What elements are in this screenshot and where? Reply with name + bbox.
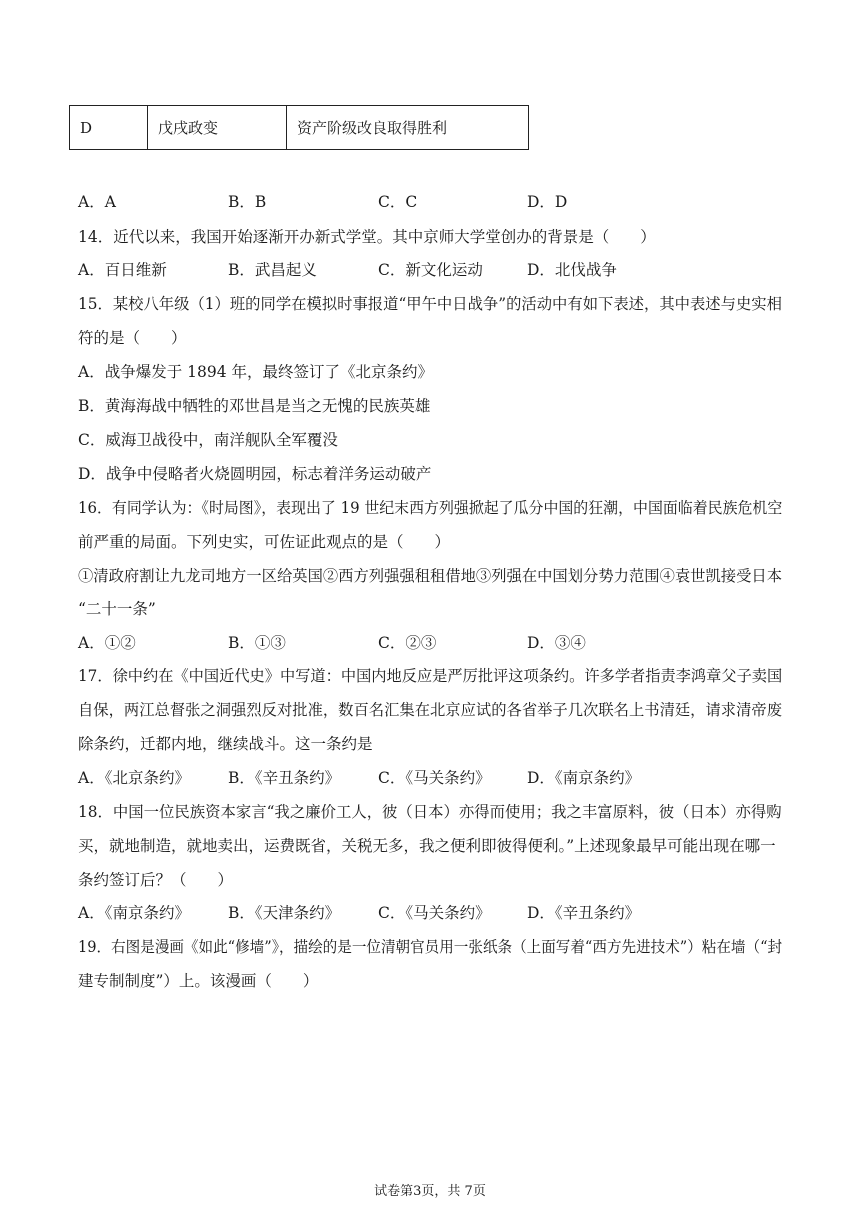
q18-option-b[interactable]: B．《天津条约》 bbox=[228, 904, 341, 922]
q17-stem-line: 除条约，迁都内地，继续战斗。这一条约是 bbox=[78, 735, 373, 753]
q17-option-c[interactable]: C．《马关条约》 bbox=[378, 769, 491, 787]
q16-option-b[interactable]: B．①③ bbox=[228, 634, 286, 652]
q18-stem-line: 18．中国一位民族资本家言“我之廉价工人，彼（日本）亦得而使用；我之丰富原料，彼（日本）亦得购 bbox=[78, 803, 782, 821]
q17-option-a[interactable]: A．《北京条约》 bbox=[78, 769, 190, 787]
q16-stem-line: 前严重的局面。下列史实，可佐证此观点的是（ ） bbox=[78, 533, 451, 551]
page-footer: 试卷第3页，共 7页 bbox=[374, 1184, 486, 1199]
q13-option-a[interactable]: A．A bbox=[78, 193, 116, 211]
q18-option-c[interactable]: C．《马关条约》 bbox=[378, 904, 491, 922]
q17-stem-line: 自保，两江总督张之洞强烈反对批准，数百名汇集在北京应试的各省举子几次联名上书清廷，请求清帝废 bbox=[78, 701, 783, 719]
q19-stem-line: 建专制制度”）上。该漫画（ ） bbox=[78, 972, 319, 990]
q18-option-d[interactable]: D．《辛丑条约》 bbox=[527, 904, 641, 922]
q18-stem-line: 买，就地制造，就地卖出，运费既省，关税无多，我之便利即彼得便利。”上述现象最早可能出现在哪一 bbox=[78, 837, 776, 855]
q14-stem: 14．近代以来，我国开始逐渐开办新式学堂。其中京师大学堂创办的背景是（ ） bbox=[78, 228, 656, 246]
q16-stem-line: “二十一条” bbox=[78, 600, 156, 618]
q15-stem-line: 15．某校八年级（1）班的同学在模拟时事报道“甲午中日战争”的活动中有如下表述，其中表述与史实相 bbox=[78, 295, 782, 313]
q17-option-b[interactable]: B．《辛丑条约》 bbox=[228, 769, 341, 787]
q13-option-b[interactable]: B．B bbox=[228, 193, 267, 211]
q15-option-c[interactable]: C．威海卫战役中，南洋舰队全军覆没 bbox=[78, 431, 338, 449]
q14-option-b[interactable]: B．武昌起义 bbox=[228, 261, 317, 279]
q14-option-c[interactable]: C．新文化运动 bbox=[378, 261, 483, 279]
q18-stem-line: 条约签订后？（ ） bbox=[78, 871, 234, 889]
q18-option-a[interactable]: A．《南京条约》 bbox=[78, 904, 190, 922]
q16-option-c[interactable]: C．②③ bbox=[378, 634, 437, 652]
table-row bbox=[70, 106, 529, 150]
table-cell-result: 资产阶级改良取得胜利 bbox=[287, 106, 529, 150]
q17-option-d[interactable]: D．《南京条约》 bbox=[527, 769, 641, 787]
table-cell-event: 戊戌政变 bbox=[148, 106, 287, 150]
q14-option-a[interactable]: A．百日维新 bbox=[78, 261, 167, 279]
answer-table bbox=[69, 105, 529, 150]
q19-stem-line: 19．右图是漫画《如此“修墙”》，描绘的是一位清朝官员用一张纸条（上面写着“西方先进技术”）粘在墙（“封 bbox=[78, 938, 783, 956]
q16-stem-line: 16．有同学认为：《时局图》，表现出了 19 世纪末西方列强掀起了瓜分中国的狂潮，中国面临着民族危机空 bbox=[78, 499, 783, 517]
q15-stem-line: 符的是（ ） bbox=[78, 329, 187, 347]
q17-stem-line: 17．徐中约在《中国近代史》中写道：中国内地反应是严厉批评这项条约。许多学者指责李鸿章父子卖国 bbox=[78, 667, 783, 685]
q13-option-c[interactable]: C．C bbox=[378, 193, 418, 211]
q15-option-b[interactable]: B．黄海海战中牺牲的邓世昌是当之无愧的民族英雄 bbox=[78, 397, 431, 415]
q15-option-a[interactable]: A．战争爆发于 1894 年，最终签订了《北京条约》 bbox=[78, 363, 433, 381]
q13-option-d[interactable]: D．D bbox=[527, 193, 568, 211]
q14-option-d[interactable]: D．北伐战争 bbox=[527, 261, 617, 279]
table-cell-option: D bbox=[70, 106, 148, 150]
q16-option-a[interactable]: A．①② bbox=[78, 634, 136, 652]
q16-option-d[interactable]: D．③④ bbox=[527, 634, 586, 652]
q15-option-d[interactable]: D．战争中侵略者火烧圆明园，标志着洋务运动破产 bbox=[78, 465, 432, 483]
q16-stem-line: ①清政府割让九龙司地方一区给英国②西方列强强租租借地③列强在中国划分势力范围④袁世凯接受日本 bbox=[78, 567, 783, 585]
